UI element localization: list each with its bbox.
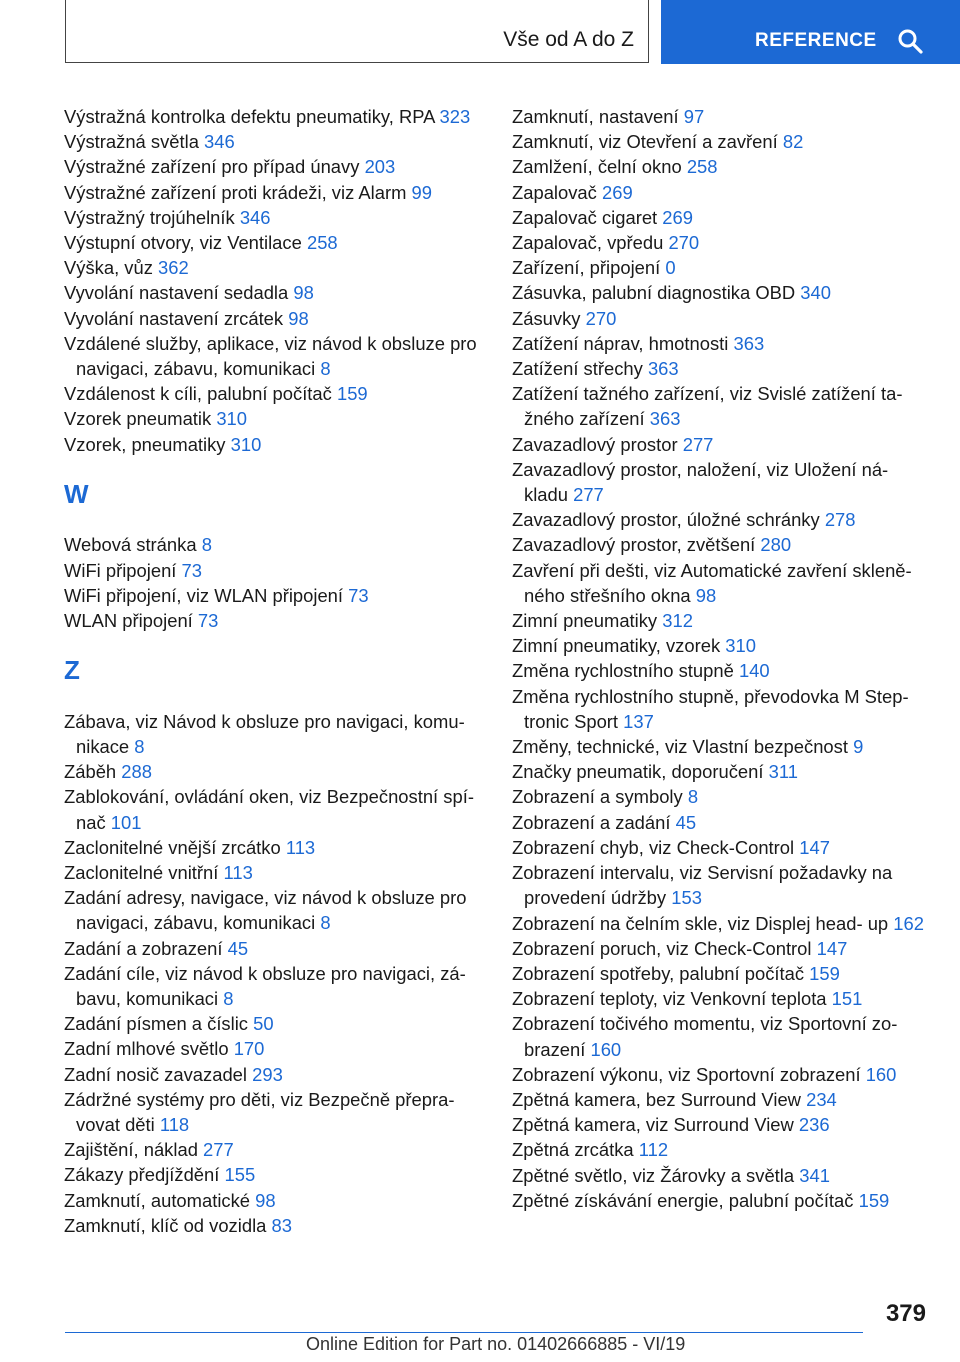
index-entry-text: Zásuvka, palubní diagnostika OBD	[512, 282, 796, 304]
index-entry-text: Vyvolání nastavení sedadla	[64, 282, 289, 304]
index-entry-text: Zamknutí, nastavení	[512, 106, 679, 127]
page-link[interactable]: 310	[216, 408, 248, 430]
page-header	[0, 0, 960, 68]
index-entry-text: Vzorek pneumatik	[64, 408, 212, 430]
page-link[interactable]: 269	[662, 206, 693, 228]
index-entry	[512, 381, 932, 431]
index-entry-text: Změna rychlostního stupně, převodovka M Step- tronic Sport	[512, 685, 909, 732]
index-entry-text: Výstražné zařízení proti krádeži, viz Alarm	[64, 181, 407, 203]
index-entry-text: Změna rychlostního stupně	[512, 660, 734, 682]
page-link[interactable]: 270	[585, 307, 617, 329]
index-letter-heading: W	[64, 479, 89, 510]
index-entry	[64, 255, 484, 280]
index-entry-text: Zobrazení poruch, viz Check-Control	[512, 937, 812, 959]
index-entry	[512, 255, 932, 280]
page-link[interactable]: 310	[230, 433, 262, 455]
index-entry-text: Zadání písmen a číslic	[64, 1013, 248, 1035]
index-entry	[512, 633, 932, 658]
index-entry-text: Zadní mlhové světlo	[64, 1038, 229, 1060]
index-entry	[64, 230, 484, 255]
index-entry-text: Zatížení náprav, hmotnosti	[512, 332, 729, 354]
page-link[interactable]: 362	[158, 257, 189, 279]
page-link[interactable]: 293	[252, 1063, 283, 1085]
page-link[interactable]: 8	[687, 786, 699, 808]
index-entry	[512, 784, 932, 809]
page-link[interactable]: 203	[364, 156, 396, 178]
page-link[interactable]: 270	[668, 232, 700, 254]
index-entry	[512, 835, 932, 860]
index-entry-text: Zapalovač	[512, 181, 597, 203]
page-link[interactable]: 118	[159, 1114, 190, 1136]
page-link[interactable]: 8	[201, 534, 212, 556]
edition-note: Online Edition for Part no. 01402666885 - VI/19	[306, 1334, 686, 1354]
page-link[interactable]: 340	[800, 282, 831, 304]
footer-divider	[65, 1332, 863, 1333]
index-entry-text: Zablokování, ovládání oken, viz Bezpečnostní spí- nač	[64, 786, 474, 833]
page-link[interactable]: 0	[665, 257, 676, 279]
index-entry	[512, 1011, 932, 1061]
index-entry-text: Výstražná kontrolka defektu pneumatiky, RPA	[64, 106, 435, 127]
index-entry	[64, 104, 484, 129]
page-link[interactable]: 8	[223, 988, 234, 1010]
index-entry	[512, 759, 932, 784]
page-link[interactable]: 101	[110, 811, 142, 833]
index-entry-text: Webová stránka	[64, 534, 197, 556]
page-link[interactable]: 147	[799, 836, 830, 858]
index-entry	[512, 1188, 932, 1213]
index-entry-text: Zamlžení, čelní okno	[512, 156, 682, 178]
index-entry-text: Zajištění, náklad	[64, 1139, 198, 1161]
index-entry	[512, 331, 932, 356]
index-entry-text: Zavření při dešti, viz Automatické zavření skleně- ného střešního okna	[512, 559, 912, 606]
page-link[interactable]: 9	[853, 736, 864, 758]
index-entry-text: Zpětná zrcátka	[512, 1139, 634, 1161]
index-entry-text: Zpětné získávání energie, palubní počítač	[512, 1189, 854, 1211]
index-entry	[64, 885, 484, 935]
index-entry-text: Zamknutí, klíč od vozidla	[64, 1214, 267, 1236]
index-entry-text: Zadání a zobrazení	[64, 937, 223, 959]
index-entry	[512, 432, 932, 457]
page-link[interactable]: 98	[288, 307, 309, 329]
index-entry	[512, 911, 932, 936]
index-entry	[512, 507, 932, 532]
chapter-title: Vše od A do Z	[503, 28, 634, 51]
index-entry	[64, 154, 484, 179]
page-link[interactable]: 258	[686, 156, 718, 178]
page-link[interactable]: 98	[695, 584, 717, 606]
page-link[interactable]: 98	[255, 1189, 276, 1211]
page-link[interactable]: 73	[348, 584, 369, 606]
index-entry-text: Zatížení tažného zařízení, viz Svislé zatížení ta- žného zařízení	[512, 383, 903, 430]
page-link[interactable]: 147	[816, 937, 848, 959]
index-entry	[64, 1087, 484, 1137]
index-entry-text: Zásuvky	[512, 307, 581, 329]
index-entry-text: Zapalovač, vpředu	[512, 232, 664, 254]
page-link[interactable]: 160	[865, 1063, 897, 1085]
index-entry	[64, 205, 484, 230]
index-entry	[512, 457, 932, 507]
index-entry-text: Zařízení, připojení	[512, 257, 661, 279]
page-link[interactable]: 346	[204, 131, 235, 153]
page-link[interactable]: 45	[675, 811, 697, 833]
index-entry	[64, 180, 484, 205]
index-entry-text: Zobrazení na čelním skle, viz Displej head- up	[512, 912, 889, 934]
index-entry	[512, 1163, 932, 1188]
index-entry-text: Zavazadlový prostor, úložné schránky	[512, 509, 820, 531]
index-entry-text: Změny, technické, viz Vlastní bezpečnost	[512, 736, 848, 758]
page-link[interactable]: 311	[768, 761, 798, 783]
index-entry	[64, 432, 484, 457]
index-entry	[512, 558, 932, 608]
index-entry-text: WiFi připojení	[64, 559, 177, 581]
chapter-tab[interactable]	[65, 0, 649, 63]
index-entry	[512, 356, 932, 381]
page-link[interactable]: 341	[799, 1164, 830, 1186]
index-entry	[64, 759, 484, 784]
page-link[interactable]: 170	[233, 1038, 265, 1060]
index-entry-text: Zobrazení intervalu, viz Servisní požadavky na provedení údržby	[512, 862, 893, 909]
index-entry	[64, 532, 484, 557]
page-link[interactable]: 153	[671, 887, 702, 909]
page-link[interactable]: 269	[601, 181, 633, 203]
page-link[interactable]: 97	[683, 106, 705, 127]
index-entry-text: Zákazy předjíždění	[64, 1164, 220, 1186]
index-entry-text: Zobrazení chyb, viz Check-Control	[512, 836, 795, 858]
index-entry	[512, 986, 932, 1011]
index-entry-text: Zamknutí, automatické	[64, 1189, 251, 1211]
reference-tab[interactable]	[661, 0, 960, 64]
page-link[interactable]: 151	[831, 988, 863, 1010]
page-link[interactable]: 277	[573, 484, 604, 506]
index-entry	[64, 1011, 484, 1036]
page-link[interactable]: 8	[320, 912, 331, 934]
index-entry-text: Zádržné systémy pro děti, viz Bezpečně přepra- vovat děti	[64, 1088, 455, 1136]
page-link[interactable]: 363	[733, 332, 765, 354]
index-entry-text: Zobrazení a zadání	[512, 811, 671, 833]
index-entry	[512, 129, 932, 154]
index-entry-text: Zobrazení teploty, viz Venkovní teplota	[512, 988, 827, 1010]
index-entry	[512, 936, 932, 961]
index-entry	[512, 180, 932, 205]
page-link[interactable]: 346	[239, 206, 271, 228]
index-entry	[512, 205, 932, 230]
page-link[interactable]: 73	[181, 559, 203, 581]
index-entry	[512, 306, 932, 331]
page-link[interactable]: 323	[439, 106, 471, 127]
page-link[interactable]: 234	[806, 1088, 837, 1110]
index-entry	[64, 1162, 484, 1187]
index-entry	[512, 1137, 932, 1162]
index-entry-text: Zavazadlový prostor, zvětšení	[512, 534, 756, 556]
page-link[interactable]: 50	[253, 1013, 274, 1035]
page-link[interactable]: 82	[782, 131, 804, 153]
index-entry-text: Zimní pneumatiky	[512, 610, 658, 632]
index-entry	[64, 406, 484, 431]
page-link[interactable]: 45	[227, 937, 249, 959]
index-entry	[64, 835, 484, 860]
index-entry	[512, 684, 932, 734]
index-entry-text: Vzdálené služby, aplikace, viz návod k obsluze pro navigaci, zábavu, komunikaci	[64, 332, 477, 380]
page-link[interactable]: 310	[725, 635, 756, 657]
index-entry-text: Zimní pneumatiky, vzorek	[512, 635, 721, 657]
page-link[interactable]: 155	[224, 1164, 256, 1186]
index-entry	[64, 1137, 484, 1162]
index-entry-text: WLAN připojení	[64, 610, 193, 632]
page-link[interactable]: 8	[134, 735, 145, 757]
page-link[interactable]: 99	[411, 181, 432, 203]
page-link[interactable]: 258	[306, 232, 338, 254]
index-entry-text: Vyvolání nastavení zrcátek	[64, 307, 284, 329]
index-entry	[512, 608, 932, 633]
index-entry-text: Zobrazení výkonu, viz Sportovní zobrazení	[512, 1063, 861, 1085]
index-entry-text: Zaclonitelné vnitřní	[64, 862, 219, 883]
index-entry-text: Zobrazení a symboly	[512, 786, 683, 808]
page-link[interactable]: 112	[638, 1139, 669, 1161]
page-link[interactable]: 312	[662, 610, 693, 632]
index-entry-text: Výstražný trojúhelník	[64, 206, 235, 228]
index-entry	[64, 306, 484, 331]
index-entry	[512, 658, 932, 683]
index-entry-text: Záběh	[64, 761, 117, 783]
page-link[interactable]: 363	[647, 358, 679, 380]
page-link[interactable]: 140	[738, 660, 770, 682]
index-entry-text: Zapalovač cigaret	[512, 206, 658, 228]
index-entry-text: Zatížení střechy	[512, 358, 643, 380]
index-column-right	[512, 104, 932, 1213]
page-link[interactable]: 236	[798, 1114, 830, 1136]
index-entry	[64, 558, 484, 583]
index-entry-text: Zavazadlový prostor	[512, 433, 678, 455]
index-entry-text: Výstražné zařízení pro případ únavy	[64, 156, 360, 178]
index-entry	[512, 810, 932, 835]
index-entry-text: Výstupní otvory, viz Ventilace	[64, 232, 302, 254]
page-link[interactable]: 277	[203, 1139, 234, 1161]
page-link[interactable]: 277	[682, 433, 714, 455]
index-entry	[64, 381, 484, 406]
index-entry	[64, 331, 484, 381]
index-entry-text: Značky pneumatik, doporučení	[512, 761, 764, 783]
reference-label: REFERENCE	[755, 30, 877, 51]
page-link[interactable]: 363	[649, 408, 681, 430]
index-entry-text: Zadání cíle, viz návod k obsluze pro navigaci, zá- bavu, komunikaci	[64, 962, 466, 1010]
index-entry-text: Zpětné světlo, viz Žárovky a světla	[512, 1164, 795, 1186]
page-link[interactable]: 288	[121, 761, 152, 783]
index-entry	[512, 1112, 932, 1137]
index-entry-text: Zobrazení točivého momentu, viz Sportovní zo- brazení	[512, 1013, 898, 1060]
index-entry	[64, 961, 484, 1011]
index-entry	[512, 734, 932, 759]
index-entry	[512, 1087, 932, 1112]
index-entry-text: Zadní nosič zavazadel	[64, 1063, 247, 1085]
search-icon[interactable]	[897, 28, 923, 54]
index-entry-text: Zábava, viz Návod k obsluze pro navigaci, komu- nikace	[64, 710, 465, 757]
page-number: 379	[885, 1300, 926, 1327]
index-entry	[512, 104, 932, 129]
page-link[interactable]: 113	[223, 862, 253, 883]
page-link[interactable]: 159	[858, 1189, 890, 1211]
page-link[interactable]: 83	[271, 1214, 292, 1236]
index-column-left	[64, 104, 484, 1238]
index-entry-text: Zpětná kamera, viz Surround View	[512, 1114, 794, 1136]
index-entry	[64, 936, 484, 961]
index-entry	[64, 860, 484, 885]
index-entry	[64, 784, 484, 834]
index-entry	[64, 608, 484, 633]
index-entry	[512, 532, 932, 557]
index-entry-text: Zadání adresy, navigace, viz návod k obsluze pro navigaci, zábavu, komunikaci	[64, 887, 467, 934]
index-entry	[64, 1036, 484, 1061]
index-entry	[512, 280, 932, 305]
page-link[interactable]: 137	[623, 710, 654, 732]
page-link[interactable]: 159	[809, 962, 840, 984]
index-entry-text: Vzdálenost k cíli, palubní počítač	[64, 383, 332, 405]
page-link[interactable]: 8	[320, 358, 331, 380]
index-entry	[64, 129, 484, 154]
index-entry	[512, 961, 932, 986]
index-entry-text: Zaclonitelné vnější zrcátko	[64, 836, 281, 858]
index-entry	[512, 230, 932, 255]
index-entry-text: WiFi připojení, viz WLAN připojení	[64, 584, 344, 606]
index-entry	[64, 583, 484, 608]
index-entry-text: Zobrazení spotřeby, palubní počítač	[512, 962, 805, 984]
index-entry-text: Zpětná kamera, bez Surround View	[512, 1088, 801, 1110]
index-entry-text: Zavazadlový prostor, naložení, viz Uložení ná- kladu	[512, 458, 889, 506]
page-link[interactable]: 113	[285, 836, 316, 858]
index-entry	[64, 1062, 484, 1087]
index-entry	[64, 280, 484, 305]
index-letter-heading: Z	[64, 655, 80, 686]
index-entry	[64, 1213, 484, 1238]
page-link[interactable]: 162	[893, 912, 924, 934]
index-entry	[512, 1062, 932, 1087]
page-link[interactable]: 159	[336, 383, 368, 405]
index-entry	[64, 1188, 484, 1213]
index-entry-text: Výška, vůz	[64, 257, 153, 279]
page-link[interactable]: 160	[590, 1038, 622, 1060]
index-entry	[64, 709, 484, 759]
index-entry-text: Výstražná světla	[64, 131, 199, 153]
page-link[interactable]: 98	[293, 282, 314, 304]
page-link[interactable]: 73	[197, 610, 219, 632]
index-entry-text: Vzorek, pneumatiky	[64, 433, 226, 455]
index-entry-text: Zamknutí, viz Otevření a zavření	[512, 131, 778, 153]
page-link[interactable]: 278	[824, 509, 856, 531]
index-entry	[512, 860, 932, 910]
index-entry	[512, 154, 932, 179]
page-link[interactable]: 280	[760, 534, 792, 556]
